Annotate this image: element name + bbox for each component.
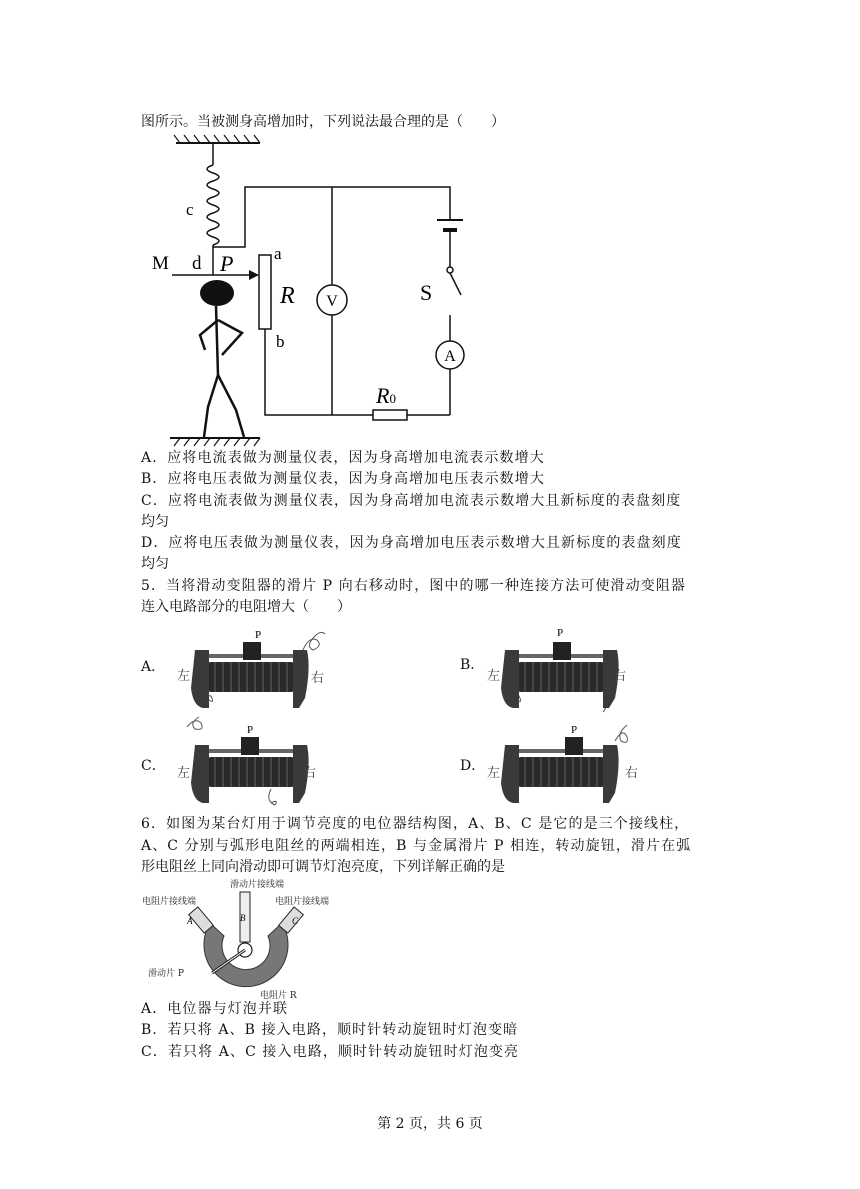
right-label: 右	[613, 669, 627, 684]
voltmeter-label: V	[326, 293, 338, 310]
label-C: C	[292, 916, 299, 926]
left-label: 左	[487, 766, 501, 781]
q4-option-b: B．应将电压表做为测量仪表，因为身高增加电压表示数增大	[141, 471, 545, 487]
label-R0: R0	[376, 383, 396, 408]
label-R: R	[280, 283, 295, 309]
q5-option-d-letter: D．	[460, 758, 486, 774]
q5-option-c-letter: C．	[141, 758, 166, 774]
slider-label: P	[247, 724, 254, 736]
slider-label: P	[255, 629, 262, 641]
ammeter-label: A	[444, 348, 456, 365]
q4-option-d-cont: 均匀	[141, 556, 169, 572]
label-S: S	[420, 280, 433, 305]
q4-option-a: A．应将电流表做为测量仪表，因为身高增加电流表示数增大	[141, 450, 545, 466]
potentiometer-diagram	[140, 878, 370, 1001]
label-P: P	[220, 251, 234, 276]
resistor-terminal-left-label: 电阻片接线端	[142, 897, 197, 907]
slider-label: 滑动片 P	[148, 969, 184, 979]
label-A: A	[187, 916, 193, 926]
q5-stem-cont: 连入电路部分的电阻增大（ ）	[141, 599, 351, 615]
label-B: B	[240, 913, 246, 923]
page-footer: 第 2 页，共 6 页	[377, 1116, 483, 1132]
slider-label: P	[557, 627, 564, 639]
q6-stem: 6．如图为某台灯用于调节亮度的电位器结构图，A、B、C 是它的是三个接线柱，	[141, 816, 690, 832]
rheostat-figure-d	[485, 715, 640, 810]
q5-option-b-letter: B．	[460, 657, 485, 673]
q4-option-c-cont: 均匀	[141, 514, 169, 530]
q4-stem: 图所示。当被测身高增加时，下列说法最合理的是（ ）	[141, 114, 505, 130]
rheostat-figure-c	[175, 715, 330, 810]
q6-stem-cont-2: 形电阻丝上同向滑动即可调节灯泡亮度，下列详解正确的是	[141, 859, 505, 875]
slider-terminal-label: 滑动片接线端	[230, 880, 285, 890]
height-meter-circuit-diagram	[150, 135, 480, 447]
left-label: 左	[487, 669, 501, 684]
label-M: M	[152, 253, 169, 274]
right-label: 右	[625, 766, 639, 781]
q6-stem-cont-1: A、C 分别与弧形电阻丝的两端相连，B 与金属滑片 P 相连，转动旋钮，滑片在弧	[141, 838, 692, 854]
label-c: c	[186, 200, 194, 219]
resistor-label: 电阻片 R	[260, 991, 297, 1001]
left-label: 左	[177, 766, 191, 781]
q4-option-c: C．应将电流表做为测量仪表，因为身高增加电流表示数增大且新标度的表盘刻度	[141, 493, 682, 509]
rheostat-figure-a	[175, 620, 330, 715]
label-b: b	[276, 332, 285, 351]
label-a: a	[274, 244, 282, 263]
q4-option-d: D．应将电压表做为测量仪表，因为身高增加电压表示数增大且新标度的表盘刻度	[141, 535, 682, 551]
rheostat-figure-b	[485, 620, 640, 715]
right-label: 右	[311, 671, 325, 686]
q6-option-c: C．若只将 A、C 接入电路，顺时针转动旋钮时灯泡变亮	[141, 1044, 520, 1060]
q6-option-a: A．电位器与灯泡并联	[141, 1001, 289, 1017]
right-label: 右	[303, 766, 317, 781]
q6-option-b: B．若只将 A、B 接入电路，顺时针转动旋钮时灯泡变暗	[141, 1022, 519, 1038]
q5-stem: 5．当将滑动变阻器的滑片 P 向右移动时，图中的哪一种连接方法可使滑动变阻器	[141, 578, 687, 594]
label-d: d	[192, 253, 202, 274]
q5-option-a-letter: A．	[141, 659, 166, 675]
left-label: 左	[177, 669, 191, 684]
resistor-terminal-right-label: 电阻片接线端	[275, 897, 330, 907]
slider-label: P	[571, 724, 578, 736]
